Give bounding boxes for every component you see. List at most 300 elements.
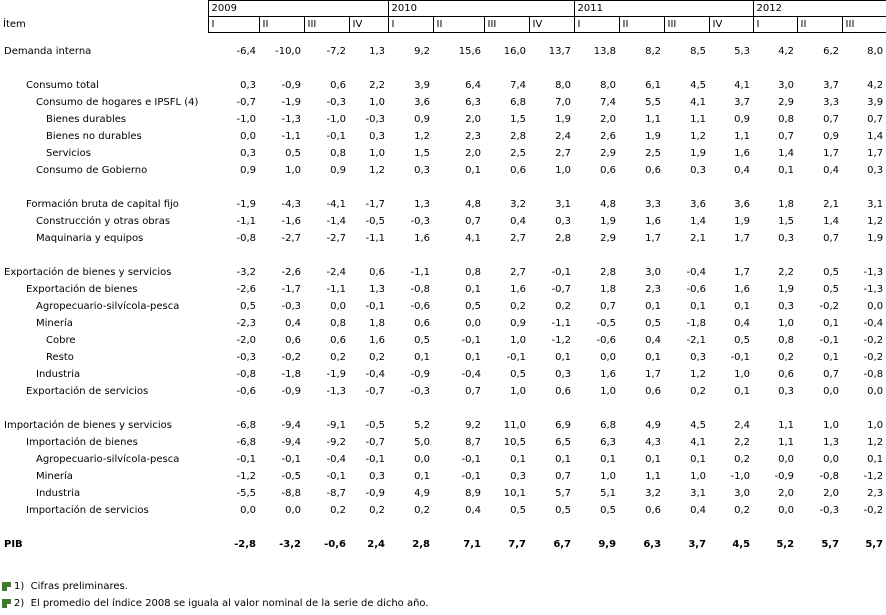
- row-value: 1,4: [823, 216, 840, 227]
- table-row: [0, 536, 886, 553]
- row-value: 1,0: [778, 318, 795, 329]
- row-value: 9,9: [598, 539, 617, 550]
- row-label: Importación de servicios: [26, 505, 149, 516]
- row-value: 1,4: [867, 131, 884, 142]
- row-value: 0,1: [778, 165, 795, 176]
- row-value: 1,2: [867, 437, 884, 448]
- row-value: 3,0: [734, 488, 751, 499]
- row-value: 0,6: [369, 267, 386, 278]
- row-value: 0,3: [240, 148, 256, 159]
- row-value: 0,5: [240, 301, 256, 312]
- row-value: 1,0: [823, 420, 840, 431]
- row-value: 0,0: [778, 505, 795, 516]
- row-value: 3,1: [555, 199, 572, 210]
- row-value: 2,1: [690, 233, 707, 244]
- row-value: 6,9: [555, 420, 572, 431]
- row-value: 2,2: [778, 267, 795, 278]
- row-value: 6,8: [510, 97, 527, 108]
- quarter-header: IV: [529, 17, 574, 33]
- row-value: 0,2: [555, 301, 572, 312]
- row-value: 0,0: [867, 301, 884, 312]
- row-value: 2,0: [823, 488, 840, 499]
- footnote-1-number: 1: [14, 581, 21, 592]
- row-value: 2,8: [412, 539, 431, 550]
- row-value: -2,6: [281, 267, 301, 278]
- year-header: 2009: [208, 1, 388, 17]
- row-label: Minería: [36, 318, 73, 329]
- row-value: -1,2: [236, 471, 256, 482]
- row-value: 2,3: [867, 488, 884, 499]
- row-value: 9,2: [414, 46, 431, 57]
- row-value: 1,7: [823, 148, 840, 159]
- row-value: 1,1: [690, 114, 707, 125]
- row-value: 13,7: [548, 46, 572, 57]
- row-label: Formación bruta de capital fijo: [26, 199, 179, 210]
- spacer-row: [0, 247, 886, 264]
- row-value: -1,7: [281, 284, 301, 295]
- row-value: 2,0: [465, 114, 482, 125]
- row-value: 3,0: [645, 267, 662, 278]
- row-value: 0,3: [778, 301, 795, 312]
- row-value: -0,8: [236, 233, 256, 244]
- row-value: -8,7: [326, 488, 346, 499]
- row-value: -6,8: [236, 437, 256, 448]
- row-value: -0,5: [596, 318, 617, 329]
- row-value: 10,5: [503, 437, 527, 448]
- row-value: 1,7: [867, 148, 884, 159]
- row-value: 4,9: [645, 420, 662, 431]
- row-value: 0,2: [369, 505, 386, 516]
- row-value: 0,3: [240, 80, 256, 91]
- row-value: 1,1: [778, 420, 795, 431]
- row-value: -2,3: [236, 318, 256, 329]
- row-value: -0,8: [863, 369, 884, 380]
- row-value: 0,7: [555, 471, 572, 482]
- row-value: -0,8: [819, 471, 840, 482]
- footnote-2-text: El promedio del índice 2008 se iguala al valor nominal de la serie de dicho año.: [30, 598, 429, 609]
- row-value: -1,3: [863, 284, 884, 295]
- row-value: 0,7: [465, 386, 482, 397]
- quarter-header: III: [664, 17, 709, 33]
- year-header: 2011: [574, 1, 753, 17]
- row-label: Agropecuario-silvícola-pesca: [36, 301, 180, 312]
- row-value: 8,2: [645, 46, 662, 57]
- row-label: Consumo de hogares e IPSFL (4): [36, 97, 199, 108]
- row-value: 6,2: [823, 46, 840, 57]
- row-value: 1,8: [778, 199, 795, 210]
- row-value: 0,0: [330, 301, 346, 312]
- row-value: -1,9: [326, 369, 346, 380]
- row-value: 8,5: [690, 46, 707, 57]
- row-value: 0,3: [867, 165, 884, 176]
- row-value: -1,0: [730, 471, 751, 482]
- row-label: Consumo de Gobierno: [36, 165, 148, 176]
- row-value: 0,9: [823, 131, 840, 142]
- quarter-header: I: [753, 17, 797, 33]
- row-value: 0,6: [330, 80, 346, 91]
- row-value: -2,0: [236, 335, 256, 346]
- row-value: 6,3: [643, 539, 662, 550]
- row-value: 2,7: [555, 148, 572, 159]
- row-value: -0,8: [236, 369, 256, 380]
- row-value: 0,4: [690, 505, 707, 516]
- row-label: Exportación de bienes: [26, 284, 138, 295]
- row-value: 1,0: [510, 386, 527, 397]
- row-value: 3,1: [690, 488, 707, 499]
- row-value: 0,1: [823, 318, 840, 329]
- row-value: 2,3: [645, 284, 662, 295]
- row-value: -0,1: [236, 454, 256, 465]
- row-value: -1,1: [410, 267, 431, 278]
- row-value: 2,0: [465, 148, 482, 159]
- row-value: 1,8: [600, 284, 617, 295]
- row-value: 0,5: [510, 369, 527, 380]
- row-value: 7,4: [510, 80, 527, 91]
- row-value: 6,7: [553, 539, 572, 550]
- quarter-header: II: [433, 17, 484, 33]
- row-value: -0,3: [410, 216, 431, 227]
- row-value: -1,6: [281, 216, 301, 227]
- table-row: [0, 264, 886, 281]
- year-header: 2012: [753, 1, 886, 17]
- row-value: 0,6: [555, 386, 572, 397]
- row-value: 8,9: [465, 488, 482, 499]
- row-value: -0,6: [324, 539, 346, 550]
- table-row: [0, 213, 886, 230]
- row-value: 0,6: [645, 386, 662, 397]
- row-value: -2,7: [281, 233, 301, 244]
- quarter-header: II: [619, 17, 664, 33]
- row-value: 4,1: [690, 437, 707, 448]
- row-value: 0,5: [645, 318, 662, 329]
- table-row: [0, 451, 886, 468]
- row-value: -0,3: [236, 352, 256, 363]
- row-value: 1,3: [414, 199, 431, 210]
- row-label: Importación de bienes: [26, 437, 138, 448]
- row-value: 0,7: [823, 114, 840, 125]
- row-value: -9,1: [326, 420, 346, 431]
- row-value: -1,1: [551, 318, 572, 329]
- row-value: 1,7: [645, 233, 662, 244]
- row-value: -0,9: [281, 386, 301, 397]
- row-value: 2,4: [734, 420, 751, 431]
- row-value: 13,8: [593, 46, 617, 57]
- row-value: -0,4: [686, 267, 707, 278]
- quarter-header: IV: [709, 17, 753, 33]
- row-value: -0,5: [365, 420, 386, 431]
- row-value: 5,3: [734, 46, 751, 57]
- row-value: 2,5: [510, 148, 527, 159]
- row-value: 0,1: [600, 454, 617, 465]
- row-value: 5,7: [865, 539, 884, 550]
- row-value: 0,2: [690, 386, 707, 397]
- row-value: 0,0: [867, 386, 884, 397]
- table-row: [0, 332, 886, 349]
- row-value: -0,3: [819, 505, 840, 516]
- row-value: 0,5: [285, 148, 301, 159]
- row-label: Industria: [36, 369, 81, 380]
- row-label: Industria: [36, 488, 81, 499]
- row-value: 0,2: [369, 352, 386, 363]
- row-value: 2,1: [823, 199, 840, 210]
- row-label: Resto: [46, 352, 74, 363]
- row-value: -0,1: [551, 267, 572, 278]
- footnote-1: 1 ) Cifras preliminares.: [2, 578, 429, 595]
- table-row: [0, 502, 886, 519]
- row-value: 0,6: [600, 165, 617, 176]
- row-label: PIB: [4, 539, 23, 550]
- row-value: 9,2: [465, 420, 482, 431]
- table-row: [0, 43, 886, 60]
- row-value: 0,6: [285, 335, 301, 346]
- row-value: -0,9: [281, 80, 301, 91]
- spacer-row: [0, 60, 886, 77]
- footnote-1-text: Cifras preliminares.: [30, 581, 128, 592]
- row-value: 0,1: [465, 165, 482, 176]
- row-value: -2,6: [236, 284, 256, 295]
- row-value: -1,3: [281, 114, 301, 125]
- row-value: 0,5: [555, 505, 572, 516]
- quarter-header: I: [388, 17, 433, 33]
- row-label: Bienes durables: [46, 114, 127, 125]
- row-value: 0,4: [510, 216, 527, 227]
- table-row: [0, 196, 886, 213]
- table-row: [0, 468, 886, 485]
- row-value: 0,2: [778, 352, 795, 363]
- quarter-header: II: [259, 17, 304, 33]
- quarter-header: III: [304, 17, 349, 33]
- row-value: 0,6: [330, 335, 346, 346]
- row-value: -6,4: [236, 46, 256, 57]
- row-value: -0,5: [281, 471, 301, 482]
- row-value: -4,3: [281, 199, 301, 210]
- row-value: -0,1: [819, 335, 840, 346]
- row-value: -8,8: [281, 488, 301, 499]
- row-value: 5,2: [776, 539, 795, 550]
- row-value: 0,9: [330, 165, 346, 176]
- row-value: 0,0: [285, 505, 301, 516]
- row-value: 1,8: [369, 318, 386, 329]
- row-value: 1,7: [734, 233, 751, 244]
- header-quarters-row: [0, 17, 886, 33]
- row-value: -1,2: [863, 471, 884, 482]
- row-value: 1,3: [369, 284, 386, 295]
- row-value: 0,3: [778, 386, 795, 397]
- row-value: 1,9: [734, 216, 751, 227]
- row-value: 7,0: [555, 97, 572, 108]
- row-value: -0,4: [326, 454, 346, 465]
- row-value: 1,1: [645, 471, 662, 482]
- row-value: -0,1: [461, 454, 482, 465]
- row-value: -3,2: [279, 539, 301, 550]
- row-value: -9,4: [281, 437, 301, 448]
- row-value: 4,1: [690, 97, 707, 108]
- row-value: 5,2: [414, 420, 431, 431]
- row-value: 1,6: [510, 284, 527, 295]
- row-value: 4,1: [734, 80, 751, 91]
- spacer-row: [0, 400, 886, 417]
- row-value: 0,1: [734, 301, 751, 312]
- row-value: 3,9: [867, 97, 884, 108]
- row-value: 8,0: [555, 80, 572, 91]
- row-value: -10,0: [275, 46, 301, 57]
- row-value: -0,3: [326, 97, 346, 108]
- row-value: 0,8: [330, 318, 346, 329]
- row-value: 0,1: [465, 284, 482, 295]
- row-value: -0,3: [410, 386, 431, 397]
- row-value: 4,1: [465, 233, 482, 244]
- footnote-2: 2 ) El promedio del índice 2008 se iguala al valor nominal de la serie de dicho año.: [2, 595, 429, 612]
- row-value: 0,8: [778, 114, 795, 125]
- row-value: -1,1: [365, 233, 386, 244]
- row-value: 0,1: [555, 454, 572, 465]
- row-value: 0,5: [823, 284, 840, 295]
- row-value: 0,1: [645, 352, 662, 363]
- row-value: 0,7: [867, 114, 884, 125]
- row-value: 0,7: [600, 301, 617, 312]
- row-value: 1,9: [778, 284, 795, 295]
- row-label: Minería: [36, 471, 73, 482]
- row-value: 2,6: [600, 131, 617, 142]
- row-value: 1,7: [734, 267, 751, 278]
- row-value: -0,9: [774, 471, 795, 482]
- row-label: Servicios: [46, 148, 91, 159]
- row-value: -1,9: [236, 199, 256, 210]
- row-value: 2,2: [369, 80, 386, 91]
- quarter-header: III: [842, 17, 886, 33]
- row-value: 1,6: [414, 233, 431, 244]
- table-row: [0, 111, 886, 128]
- row-value: 3,7: [688, 539, 707, 550]
- row-value: 7,1: [463, 539, 482, 550]
- row-value: 0,4: [465, 505, 482, 516]
- row-value: 3,7: [734, 97, 751, 108]
- row-value: 1,0: [600, 471, 617, 482]
- table-row: [0, 162, 886, 179]
- row-label: Consumo total: [26, 80, 99, 91]
- row-value: 1,0: [369, 97, 386, 108]
- row-value: 7,7: [508, 539, 527, 550]
- item-header: Ítem: [3, 19, 26, 30]
- table-body: [0, 1, 886, 554]
- row-value: -1,1: [236, 216, 256, 227]
- row-value: 0,0: [600, 352, 617, 363]
- row-value: -2,8: [234, 539, 256, 550]
- table-row: [0, 366, 886, 383]
- row-value: 11,0: [503, 420, 527, 431]
- row-value: -0,1: [326, 131, 346, 142]
- row-value: -1,9: [281, 97, 301, 108]
- table-row: [0, 281, 886, 298]
- row-value: 1,7: [645, 369, 662, 380]
- row-value: -0,9: [365, 488, 386, 499]
- row-value: -0,1: [365, 454, 386, 465]
- row-value: -0,2: [863, 335, 884, 346]
- row-value: 0,9: [240, 165, 256, 176]
- row-value: 1,5: [414, 148, 431, 159]
- row-value: 3,9: [414, 80, 431, 91]
- row-value: 0,6: [414, 318, 431, 329]
- row-value: 5,7: [555, 488, 572, 499]
- row-value: 0,1: [690, 454, 707, 465]
- row-value: -0,6: [410, 301, 431, 312]
- row-value: 0,3: [778, 233, 795, 244]
- row-value: 6,8: [600, 420, 617, 431]
- row-value: 2,4: [555, 131, 572, 142]
- row-value: -0,7: [236, 97, 256, 108]
- row-value: 2,2: [734, 437, 751, 448]
- row-value: 0,2: [414, 505, 431, 516]
- row-value: 1,3: [369, 46, 386, 57]
- row-value: 0,1: [734, 386, 751, 397]
- row-value: 0,6: [645, 165, 662, 176]
- row-value: 1,1: [778, 437, 795, 448]
- row-value: 0,0: [465, 318, 482, 329]
- table-row: [0, 128, 886, 145]
- row-value: 1,1: [645, 114, 662, 125]
- row-value: 8,7: [465, 437, 482, 448]
- row-value: 1,4: [690, 216, 707, 227]
- row-value: 3,0: [778, 80, 795, 91]
- row-value: 3,6: [414, 97, 431, 108]
- row-label: Exportación de servicios: [26, 386, 149, 397]
- row-value: 0,3: [690, 165, 707, 176]
- row-label: Agropecuario-silvícola-pesca: [36, 454, 180, 465]
- row-value: -1,2: [551, 335, 572, 346]
- row-value: 3,6: [690, 199, 707, 210]
- row-label: Demanda interna: [4, 46, 92, 57]
- row-value: -7,2: [326, 46, 346, 57]
- table-row: [0, 230, 886, 247]
- footnote-2-number: 2: [14, 598, 21, 609]
- row-value: -1,3: [326, 386, 346, 397]
- row-value: -0,1: [730, 352, 751, 363]
- row-value: 1,6: [734, 284, 751, 295]
- row-value: 1,0: [600, 386, 617, 397]
- row-value: 1,9: [645, 131, 662, 142]
- row-value: 0,9: [510, 318, 527, 329]
- row-value: 2,0: [778, 488, 795, 499]
- row-value: -2,4: [326, 267, 346, 278]
- row-value: 0,0: [240, 131, 256, 142]
- row-value: 0,7: [823, 369, 840, 380]
- row-value: 0,5: [510, 505, 527, 516]
- table-row: [0, 434, 886, 451]
- row-value: 2,8: [510, 131, 527, 142]
- row-value: -6,8: [236, 420, 256, 431]
- row-value: -0,6: [686, 284, 707, 295]
- row-value: 4,2: [867, 80, 884, 91]
- row-value: 0,7: [778, 131, 795, 142]
- quarter-header: III: [484, 17, 529, 33]
- row-value: 0,8: [778, 335, 795, 346]
- row-value: -0,9: [410, 369, 431, 380]
- row-value: 3,2: [645, 488, 662, 499]
- row-value: 6,4: [465, 80, 482, 91]
- row-label: Cobre: [46, 335, 76, 346]
- row-value: -1,0: [236, 114, 256, 125]
- row-value: 6,3: [600, 437, 617, 448]
- spacer-row: [0, 519, 886, 536]
- row-value: 1,0: [734, 369, 751, 380]
- row-value: 0,3: [555, 216, 572, 227]
- row-value: 4,2: [778, 46, 795, 57]
- row-value: 1,9: [555, 114, 572, 125]
- row-value: 1,6: [369, 335, 386, 346]
- year-header: 2010: [388, 1, 574, 17]
- table-row: [0, 298, 886, 315]
- row-value: 2,3: [465, 131, 482, 142]
